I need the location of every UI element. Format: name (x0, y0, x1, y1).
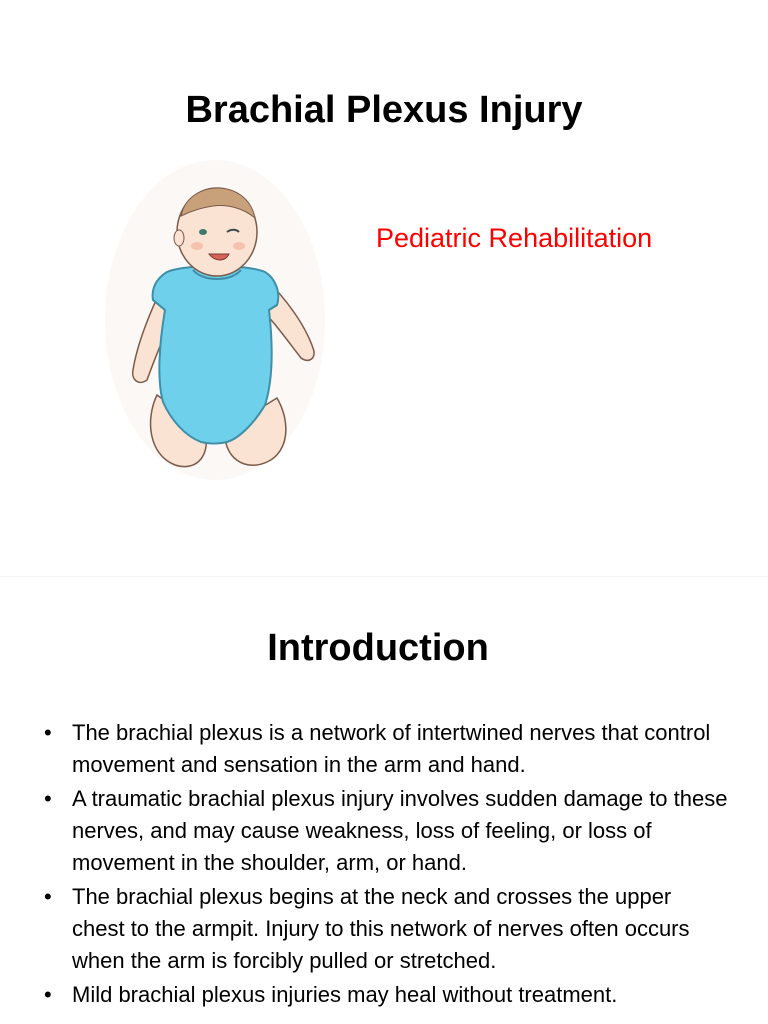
section-title: Introduction (267, 627, 489, 669)
bullet-text: A traumatic brachial plexus injury involves sudden damage to these nerves, and may cause weakness, loss of feeling, or loss of movement in the shoulder, arm, or hand. (72, 786, 728, 875)
bullet-icon: • (44, 982, 52, 1007)
bullet-icon: • (44, 786, 52, 811)
bullet-text: The brachial plexus begins at the neck and crosses the upper chest to the armpit. Injury to this network of nerves often occurs when the arm is forcibly pulled or stretched. (72, 884, 690, 973)
bullet-text: The brachial plexus is a network of intertwined nerves that control movement and sensation in the arm and hand. (72, 720, 711, 777)
slide-subtitle: Pediatric Rehabilitation (376, 223, 653, 253)
bullet-icon: • (44, 720, 52, 745)
bullet-icon: • (44, 884, 52, 909)
bullet-item (0, 881, 768, 977)
bullet-list (0, 717, 768, 1013)
bullet-text: Mild brachial plexus injuries may heal without treatment. (72, 982, 618, 1007)
bullet-item (0, 717, 768, 781)
introduction-slide (0, 577, 768, 1024)
slide-title: Brachial Plexus Injury (185, 89, 583, 131)
bullet-item (0, 979, 768, 1011)
baby-illustration-icon (105, 160, 335, 480)
bullet-item (0, 783, 768, 879)
